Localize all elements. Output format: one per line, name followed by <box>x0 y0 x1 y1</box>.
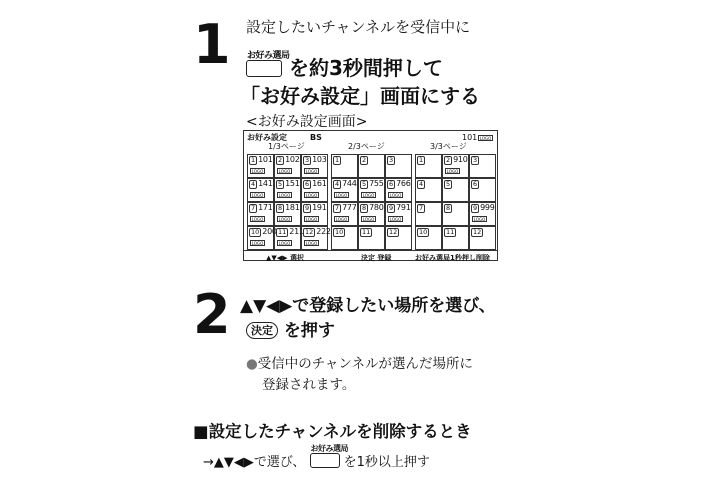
preset-cell[interactable] <box>469 178 496 202</box>
delete-instruction-prefix: →▲▼◀▶で選び、 <box>203 455 306 470</box>
preset-channel: 755 <box>369 179 384 188</box>
preset-number: 3 <box>473 156 478 164</box>
preset-logo: LOGO <box>305 217 318 222</box>
footer-decide: 決定 登録 <box>361 254 392 262</box>
preset-cell[interactable] <box>442 154 469 178</box>
preset-channel: 999 <box>480 203 495 212</box>
preset-logo: LOGO <box>251 217 264 222</box>
preset-number: 10 <box>419 228 428 236</box>
screen-title: お好み設定 <box>247 133 287 142</box>
preset-number: 3 <box>389 156 394 164</box>
preset-cell[interactable] <box>415 226 442 250</box>
preset-cell[interactable] <box>385 226 412 250</box>
preset-cell[interactable] <box>469 202 496 226</box>
preset-number: 5 <box>446 180 451 188</box>
page-label-1: 1/3ページ <box>268 142 305 151</box>
step-1-number: 1 <box>193 13 231 76</box>
preset-channel: 777 <box>342 203 357 212</box>
screen-caption: <お好み設定画面> <box>246 114 368 130</box>
step-1-line-1: 設定したいチャンネルを受信中に <box>246 18 471 36</box>
preset-channel: 780 <box>369 203 384 212</box>
preset-number: 11 <box>278 228 287 236</box>
preset-number: 11 <box>362 228 371 236</box>
preset-number: 12 <box>389 228 398 236</box>
favorite-settings-screen <box>243 130 498 261</box>
preset-number: 2 <box>446 156 451 164</box>
page-panel-3 <box>415 154 496 250</box>
preset-cell[interactable] <box>274 202 301 226</box>
preset-number: 12 <box>305 228 314 236</box>
preset-channel: 211 <box>289 227 304 236</box>
preset-cell[interactable] <box>469 154 496 178</box>
preset-cell[interactable] <box>385 178 412 202</box>
delete-instruction-suffix: を1秒以上押す <box>343 455 430 470</box>
preset-number: 7 <box>419 204 424 212</box>
favorite-select-key-label: お好み選局 <box>247 51 290 61</box>
preset-channel: 791 <box>396 203 411 212</box>
preset-logo: LOGO <box>305 193 318 198</box>
preset-cell[interactable] <box>247 178 274 202</box>
preset-number: 4 <box>419 180 424 188</box>
preset-cell[interactable] <box>331 202 358 226</box>
page-label-3: 3/3ページ <box>430 142 467 151</box>
preset-channel: 200 <box>262 227 277 236</box>
footer-delete: お好み選局1秒押し削除 <box>415 254 490 262</box>
preset-number: 6 <box>473 180 478 188</box>
preset-number: 11 <box>446 228 455 236</box>
preset-number: 7 <box>251 204 256 212</box>
delete-section-heading: ■設定したチャンネルを削除するとき <box>193 422 472 441</box>
bullet-icon: ● <box>246 356 258 372</box>
preset-channel: 103 <box>312 155 327 164</box>
preset-cell[interactable] <box>331 154 358 178</box>
step-1-line-2-text: を約3秒間押して <box>288 56 443 80</box>
screen-footer <box>244 250 497 261</box>
preset-channel: 222 <box>316 227 331 236</box>
favorite-select-key-icon <box>246 51 290 77</box>
preset-number: 5 <box>362 180 367 188</box>
preset-number: 2 <box>362 156 367 164</box>
preset-cell[interactable] <box>358 202 385 226</box>
preset-cell[interactable] <box>331 178 358 202</box>
preset-cell[interactable] <box>247 226 277 250</box>
preset-number: 12 <box>473 228 482 236</box>
preset-logo: LOGO <box>473 217 486 222</box>
preset-number: 9 <box>305 204 310 212</box>
favorite-select-key-icon-2 <box>310 444 349 468</box>
preset-cell[interactable] <box>301 154 328 178</box>
decide-key-icon: 決定 <box>246 322 278 339</box>
preset-channel: 161 <box>312 179 327 188</box>
preset-number: 3 <box>305 156 310 164</box>
preset-logo: LOGO <box>389 217 402 222</box>
preset-channel: 191 <box>312 203 327 212</box>
preset-cell[interactable] <box>385 202 412 226</box>
preset-cell[interactable] <box>442 202 469 226</box>
step-2-line-1: ▲▼◀▶で登録したい場所を選び、 <box>240 296 496 316</box>
preset-number: 1 <box>251 156 256 164</box>
step-2-line-2 <box>246 316 335 341</box>
preset-logo: LOGO <box>251 193 264 198</box>
preset-cell[interactable] <box>274 178 301 202</box>
preset-logo: LOGO <box>362 193 375 198</box>
footer-select: ▲▼◀▶ 選択 <box>266 254 304 262</box>
preset-logo: LOGO <box>389 193 402 198</box>
preset-channel: 181 <box>285 203 300 212</box>
preset-cell[interactable] <box>442 226 469 250</box>
preset-logo: LOGO <box>278 193 291 198</box>
step-1-line-3: 「お好み設定」画面にする <box>240 84 480 108</box>
step-2-note-2: 登録されます。 <box>262 377 356 393</box>
page-panel-1 <box>247 154 331 250</box>
delete-section-instruction <box>203 444 430 470</box>
preset-logo: LOGO <box>305 241 318 246</box>
preset-channel: 744 <box>342 179 357 188</box>
preset-number: 8 <box>446 204 451 212</box>
step-2-line-2-text: を押す <box>283 321 335 341</box>
preset-cell[interactable] <box>274 226 304 250</box>
preset-cell[interactable] <box>415 154 442 178</box>
preset-logo: LOGO <box>278 241 291 246</box>
preset-logo: LOGO <box>305 169 318 174</box>
preset-cell[interactable] <box>358 226 385 250</box>
preset-logo: LOGO <box>251 241 264 246</box>
preset-channel: 910 <box>453 155 468 164</box>
favorite-select-key-label-2: お好み選局 <box>310 444 349 453</box>
preset-cell[interactable] <box>385 154 412 178</box>
preset-number: 9 <box>473 204 478 212</box>
step-2-number: 2 <box>193 283 231 346</box>
preset-logo: LOGO <box>278 217 291 222</box>
step-2-note-1 <box>246 352 473 372</box>
preset-number: 1 <box>419 156 424 164</box>
preset-logo: LOGO <box>335 193 348 198</box>
screen-channel: 101 <box>462 133 478 142</box>
preset-number: 8 <box>278 204 283 212</box>
step-1-line-2 <box>246 52 443 81</box>
page-label-2: 2/3ページ <box>348 142 385 151</box>
preset-channel: 141 <box>258 179 273 188</box>
preset-cell[interactable] <box>247 154 274 178</box>
preset-number: 4 <box>335 180 340 188</box>
preset-number: 6 <box>305 180 310 188</box>
preset-cell[interactable] <box>469 226 496 250</box>
screen-channel-logo: LOGO <box>479 136 492 141</box>
preset-logo: LOGO <box>251 169 264 174</box>
preset-channel: 102 <box>285 155 300 164</box>
preset-channel: 766 <box>396 179 411 188</box>
preset-number: 9 <box>389 204 394 212</box>
page-panel-2 <box>331 154 412 250</box>
preset-number: 7 <box>335 204 340 212</box>
preset-number: 10 <box>335 228 344 236</box>
preset-cell[interactable] <box>358 154 385 178</box>
preset-number: 6 <box>389 180 394 188</box>
preset-number: 1 <box>335 156 340 164</box>
preset-channel: 171 <box>258 203 273 212</box>
preset-number: 2 <box>278 156 283 164</box>
preset-logo: LOGO <box>278 169 291 174</box>
preset-cell[interactable] <box>415 202 442 226</box>
preset-number: 10 <box>251 228 260 236</box>
preset-cell[interactable] <box>415 178 442 202</box>
preset-cell[interactable] <box>331 226 358 250</box>
preset-logo: LOGO <box>446 169 459 174</box>
preset-channel: 101 <box>258 155 273 164</box>
preset-number: 8 <box>362 204 367 212</box>
preset-cell[interactable] <box>301 202 328 226</box>
step-2-note-1-text: 受信中のチャンネルが選んだ場所に <box>257 356 473 372</box>
preset-logo: LOGO <box>362 217 375 222</box>
screen-band: BS <box>310 133 322 142</box>
preset-number: 4 <box>251 180 256 188</box>
preset-cell[interactable] <box>301 178 328 202</box>
preset-logo: LOGO <box>335 217 348 222</box>
preset-cell[interactable] <box>442 178 469 202</box>
preset-channel: 151 <box>285 179 300 188</box>
preset-number: 5 <box>278 180 283 188</box>
preset-cell[interactable] <box>274 154 301 178</box>
preset-cell[interactable] <box>358 178 385 202</box>
preset-cell[interactable] <box>301 226 331 250</box>
preset-cell[interactable] <box>247 202 274 226</box>
